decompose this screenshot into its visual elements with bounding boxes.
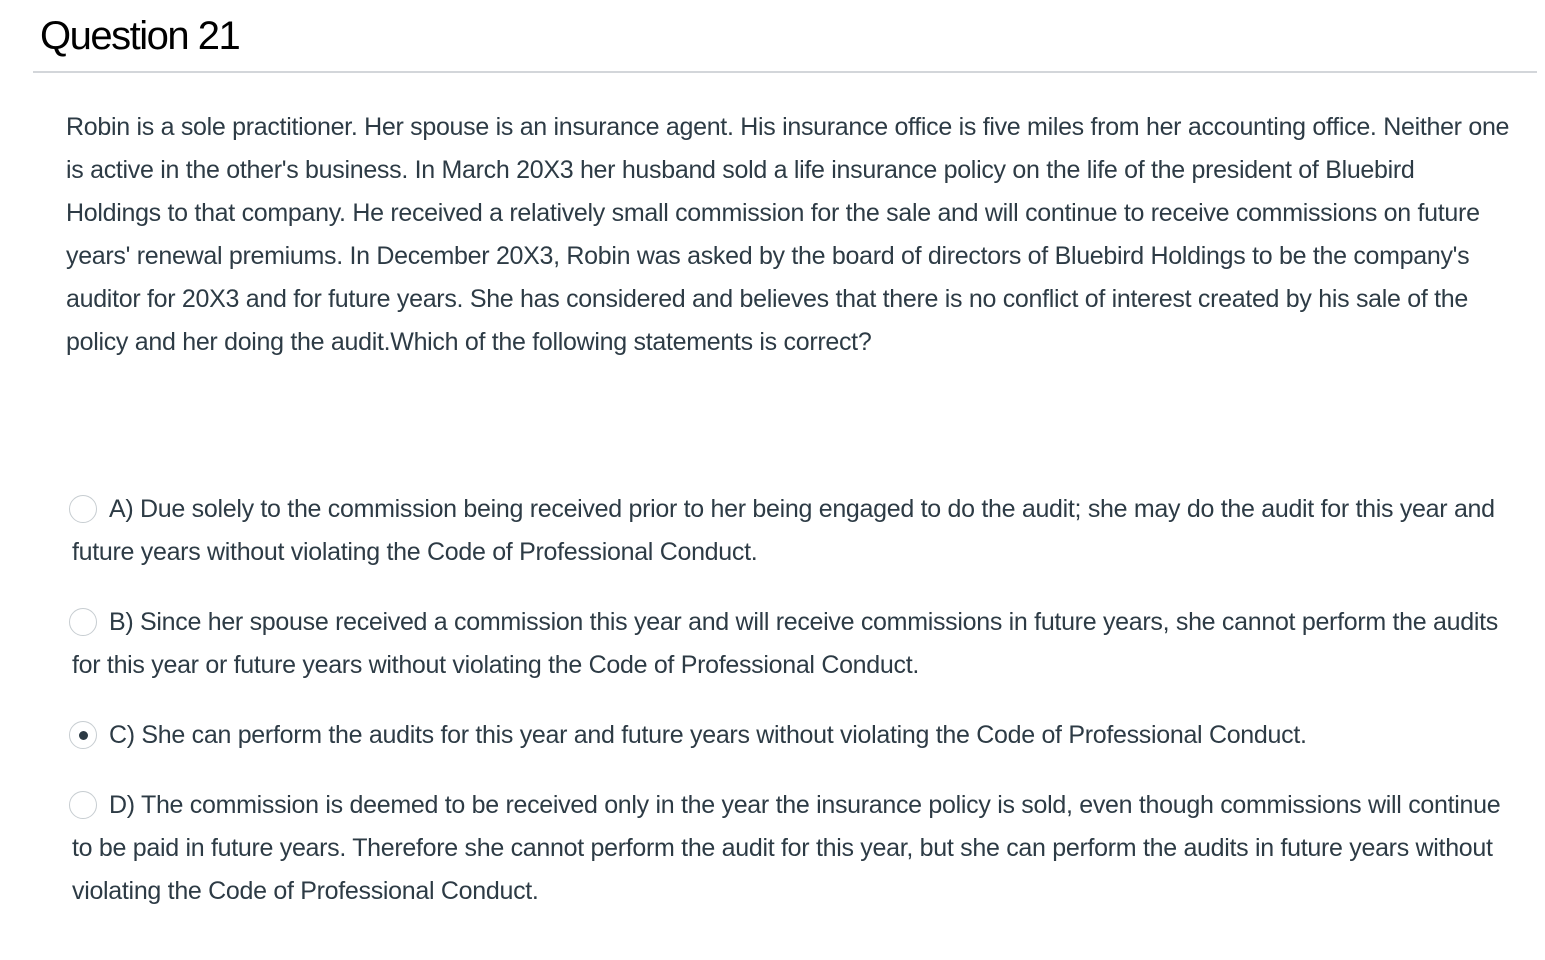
answer-option-c[interactable]	[72, 714, 1512, 757]
radio-button-c[interactable]	[69, 721, 97, 749]
answer-option-b[interactable]	[72, 601, 1512, 687]
radio-button-a[interactable]	[69, 495, 97, 523]
answer-label-c: C) She can perform the audits for this year and future years without violating the Code of Professional Conduct.	[109, 721, 1307, 749]
title-divider	[33, 71, 1537, 73]
answer-label-d: D) The commission is deemed to be received only in the year the insurance policy is sold, even though commissions will continue to be paid in future years. Therefore she cannot perform the audit for this year, but she can perform the audits in future years without violating the Code of Professional Conduct.	[72, 791, 1501, 905]
answer-label-b: B) Since her spouse received a commission this year and will receive commissions in future years, she cannot perform the audits for this year or future years without violating the Code of Professional Conduct.	[72, 608, 1498, 679]
question-title: Question 21	[40, 14, 240, 58]
answer-option-d[interactable]	[72, 784, 1512, 913]
answer-list	[72, 488, 1512, 940]
radio-button-d[interactable]	[69, 791, 97, 819]
question-text: Robin is a sole practitioner. Her spouse is an insurance agent. His insurance office is five miles from her accounting office. Neither one is active in the other's business. In March 20X3 her husband sold a life insurance policy on the life of the president of Bluebird Holdings to that company. He received a relatively small commission for the sale and will continue to receive commissions on future years' renewal premiums. In December 20X3, Robin was asked by the board of directors of Bluebird Holdings to be the company's auditor for 20X3 and for future years. She has considered and believes that there is no conflict of interest created by his sale of the policy and her doing the audit.Which of the following statements is correct?	[66, 113, 1510, 356]
answer-label-a: A) Due solely to the commission being received prior to her being engaged to do the audit; she may do the audit for this year and future years without violating the Code of Professional Conduct.	[72, 495, 1495, 566]
answer-option-a[interactable]	[72, 488, 1512, 574]
radio-button-b[interactable]	[69, 608, 97, 636]
